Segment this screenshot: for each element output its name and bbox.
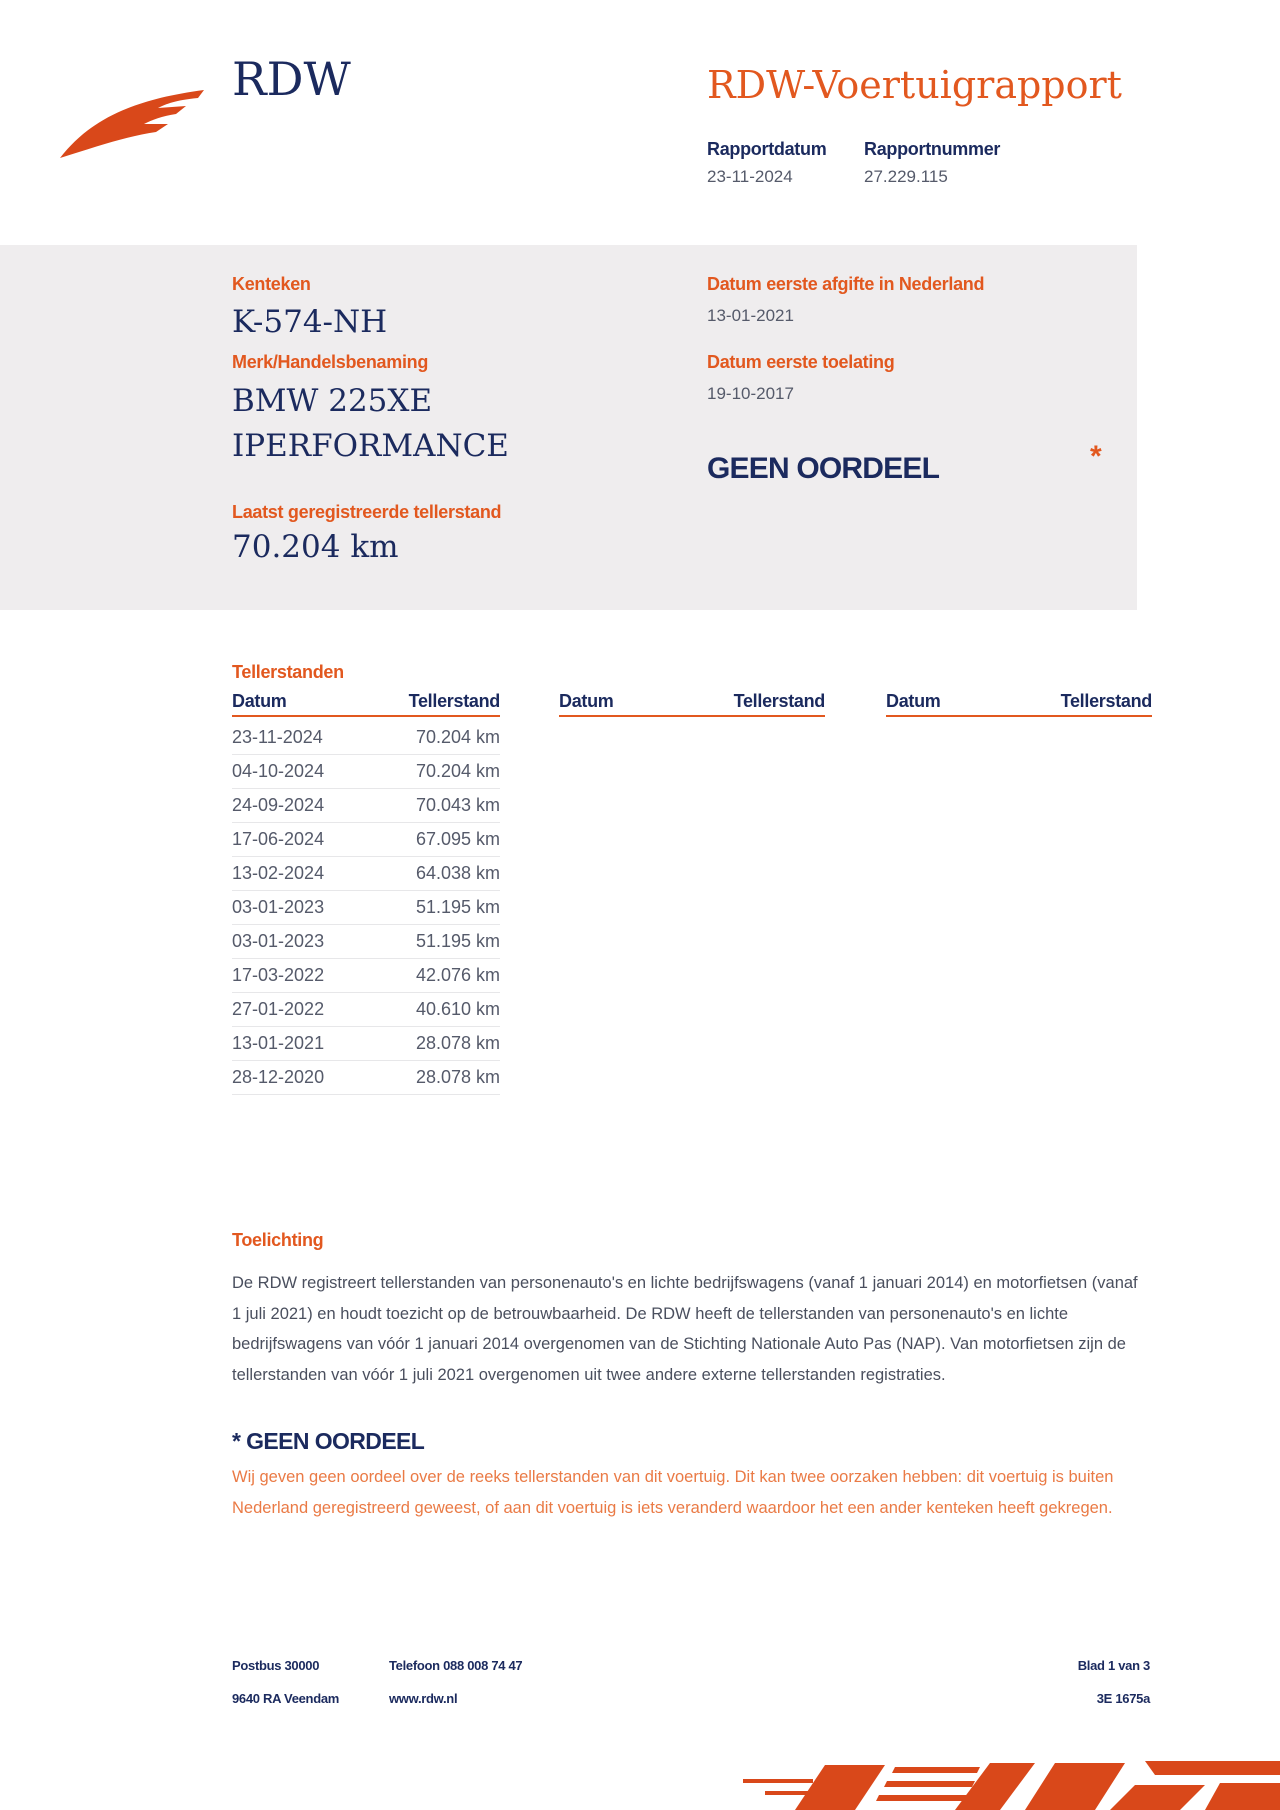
table-row [232,1027,500,1061]
teller-value: 70.204 km [232,529,399,565]
merk-line1: BMW 225XE [232,383,433,419]
odometer-reading: 28.078 km [372,1027,500,1061]
odometer-date: 04-10-2024 [232,755,372,789]
footer-postbus: Postbus 30000 [232,1658,320,1673]
table-row [232,789,500,823]
odometer-col2-header [559,691,825,717]
table-row [232,857,500,891]
odometer-col1-header [232,691,500,717]
col-reading-header: Tellerstand [733,691,825,711]
odometer-date: 17-03-2022 [232,959,372,993]
odometer-date: 24-09-2024 [232,789,372,823]
table-row [232,823,500,857]
verdict-badge: GEEN OORDEEL [707,452,940,485]
afgifte-label: Datum eerste afgifte in Nederland [707,274,985,294]
report-title: RDW-Voertuigrapport [707,63,1122,107]
odometer-table [232,721,500,1095]
odometer-section-title: Tellerstanden [232,662,344,682]
verdict-heading: * GEEN OORDEEL [232,1428,425,1454]
table-row [232,1061,500,1095]
kenteken-value: K-574-NH [232,304,388,340]
odometer-reading: 51.195 km [372,925,500,959]
odometer-date: 13-02-2024 [232,857,372,891]
footer-page-number: Blad 1 van 3 [1077,1658,1150,1673]
toelating-value: 19-10-2017 [707,384,794,403]
odometer-date: 03-01-2023 [232,925,372,959]
verdict-asterisk: * [1090,440,1102,473]
afgifte-value: 13-01-2021 [707,306,794,325]
rapportnummer-label: Rapportnummer [864,139,1001,159]
table-row [232,959,500,993]
odometer-col3-header [886,691,1152,717]
odometer-date: 27-01-2022 [232,993,372,1027]
decorative-stripes-icon [735,1755,1280,1810]
explanation-body: De RDW registreert tellerstanden van personenauto's en lichte bedrijfswagens (vanaf 1 januari 2014) en motorfietsen (vanaf 1 juli 2021) en houdt toezicht op de betrouwbaarheid. De RDW heeft de tellerstanden van personenauto's en lichte bedrijfswagens van vóór 1 januari 2014 overgenomen van de Stichting Nationale Auto Pas (NAP). Van motorfietsen zijn de tellerstanden van vóór 1 juli 2021 overgenomen uit twee andere externe tellerstanden registraties. [232,1274,1138,1384]
table-row [232,925,500,959]
odometer-date: 28-12-2020 [232,1061,372,1095]
odometer-reading: 67.095 km [372,823,500,857]
odometer-reading: 70.043 km [372,789,500,823]
toelating-label: Datum eerste toelating [707,352,895,372]
odometer-reading: 42.076 km [372,959,500,993]
odometer-reading: 28.078 km [372,1061,500,1095]
verdict-explanation: Wij geven geen oordeel over de reeks tellerstanden van dit voertuig. Dit kan twee oorzaken hebben: dit voertuig is buiten Nederland geregistreerd geweest, of aan dit voertuig is iets veranderd waardoor het een ander kenteken heeft gekregen. [232,1468,1114,1517]
explanation-title: Toelichting [232,1230,324,1250]
footer-code: 3E 1675a [1096,1691,1150,1706]
merk-label: Merk/Handelsbenaming [232,352,429,372]
summary-panel [0,245,1137,610]
rapportdatum-label: Rapportdatum [707,139,827,159]
odometer-date: 03-01-2023 [232,891,372,925]
teller-label: Laatst geregistreerde tellerstand [232,502,502,522]
kenteken-label: Kenteken [232,274,311,294]
table-row [232,993,500,1027]
merk-line2: IPERFORMANCE [232,428,509,464]
rapportnummer-value: 27.229.115 [864,167,948,186]
odometer-reading: 40.610 km [372,993,500,1027]
footer-telefoon: Telefoon 088 008 74 47 [389,1658,523,1673]
logo-text: RDW [232,52,351,106]
odometer-reading: 70.204 km [372,721,500,755]
footer-address: 9640 RA Veendam [232,1691,340,1706]
table-row [232,891,500,925]
odometer-reading: 51.195 km [372,891,500,925]
odometer-date: 23-11-2024 [232,721,372,755]
odometer-date: 13-01-2021 [232,1027,372,1061]
table-row [232,721,500,755]
col-date-header: Datum [886,691,941,711]
table-row [232,755,500,789]
odometer-reading: 64.038 km [372,857,500,891]
odometer-date: 17-06-2024 [232,823,372,857]
rdw-logo-icon [58,82,208,162]
col-date-header: Datum [559,691,614,711]
rapportdatum-value: 23-11-2024 [707,167,793,186]
col-date-header: Datum [232,691,287,711]
odometer-reading: 70.204 km [372,755,500,789]
col-reading-header: Tellerstand [1060,691,1152,711]
col-reading-header: Tellerstand [408,691,500,711]
footer-website-link[interactable]: www.rdw.nl [389,1691,458,1706]
